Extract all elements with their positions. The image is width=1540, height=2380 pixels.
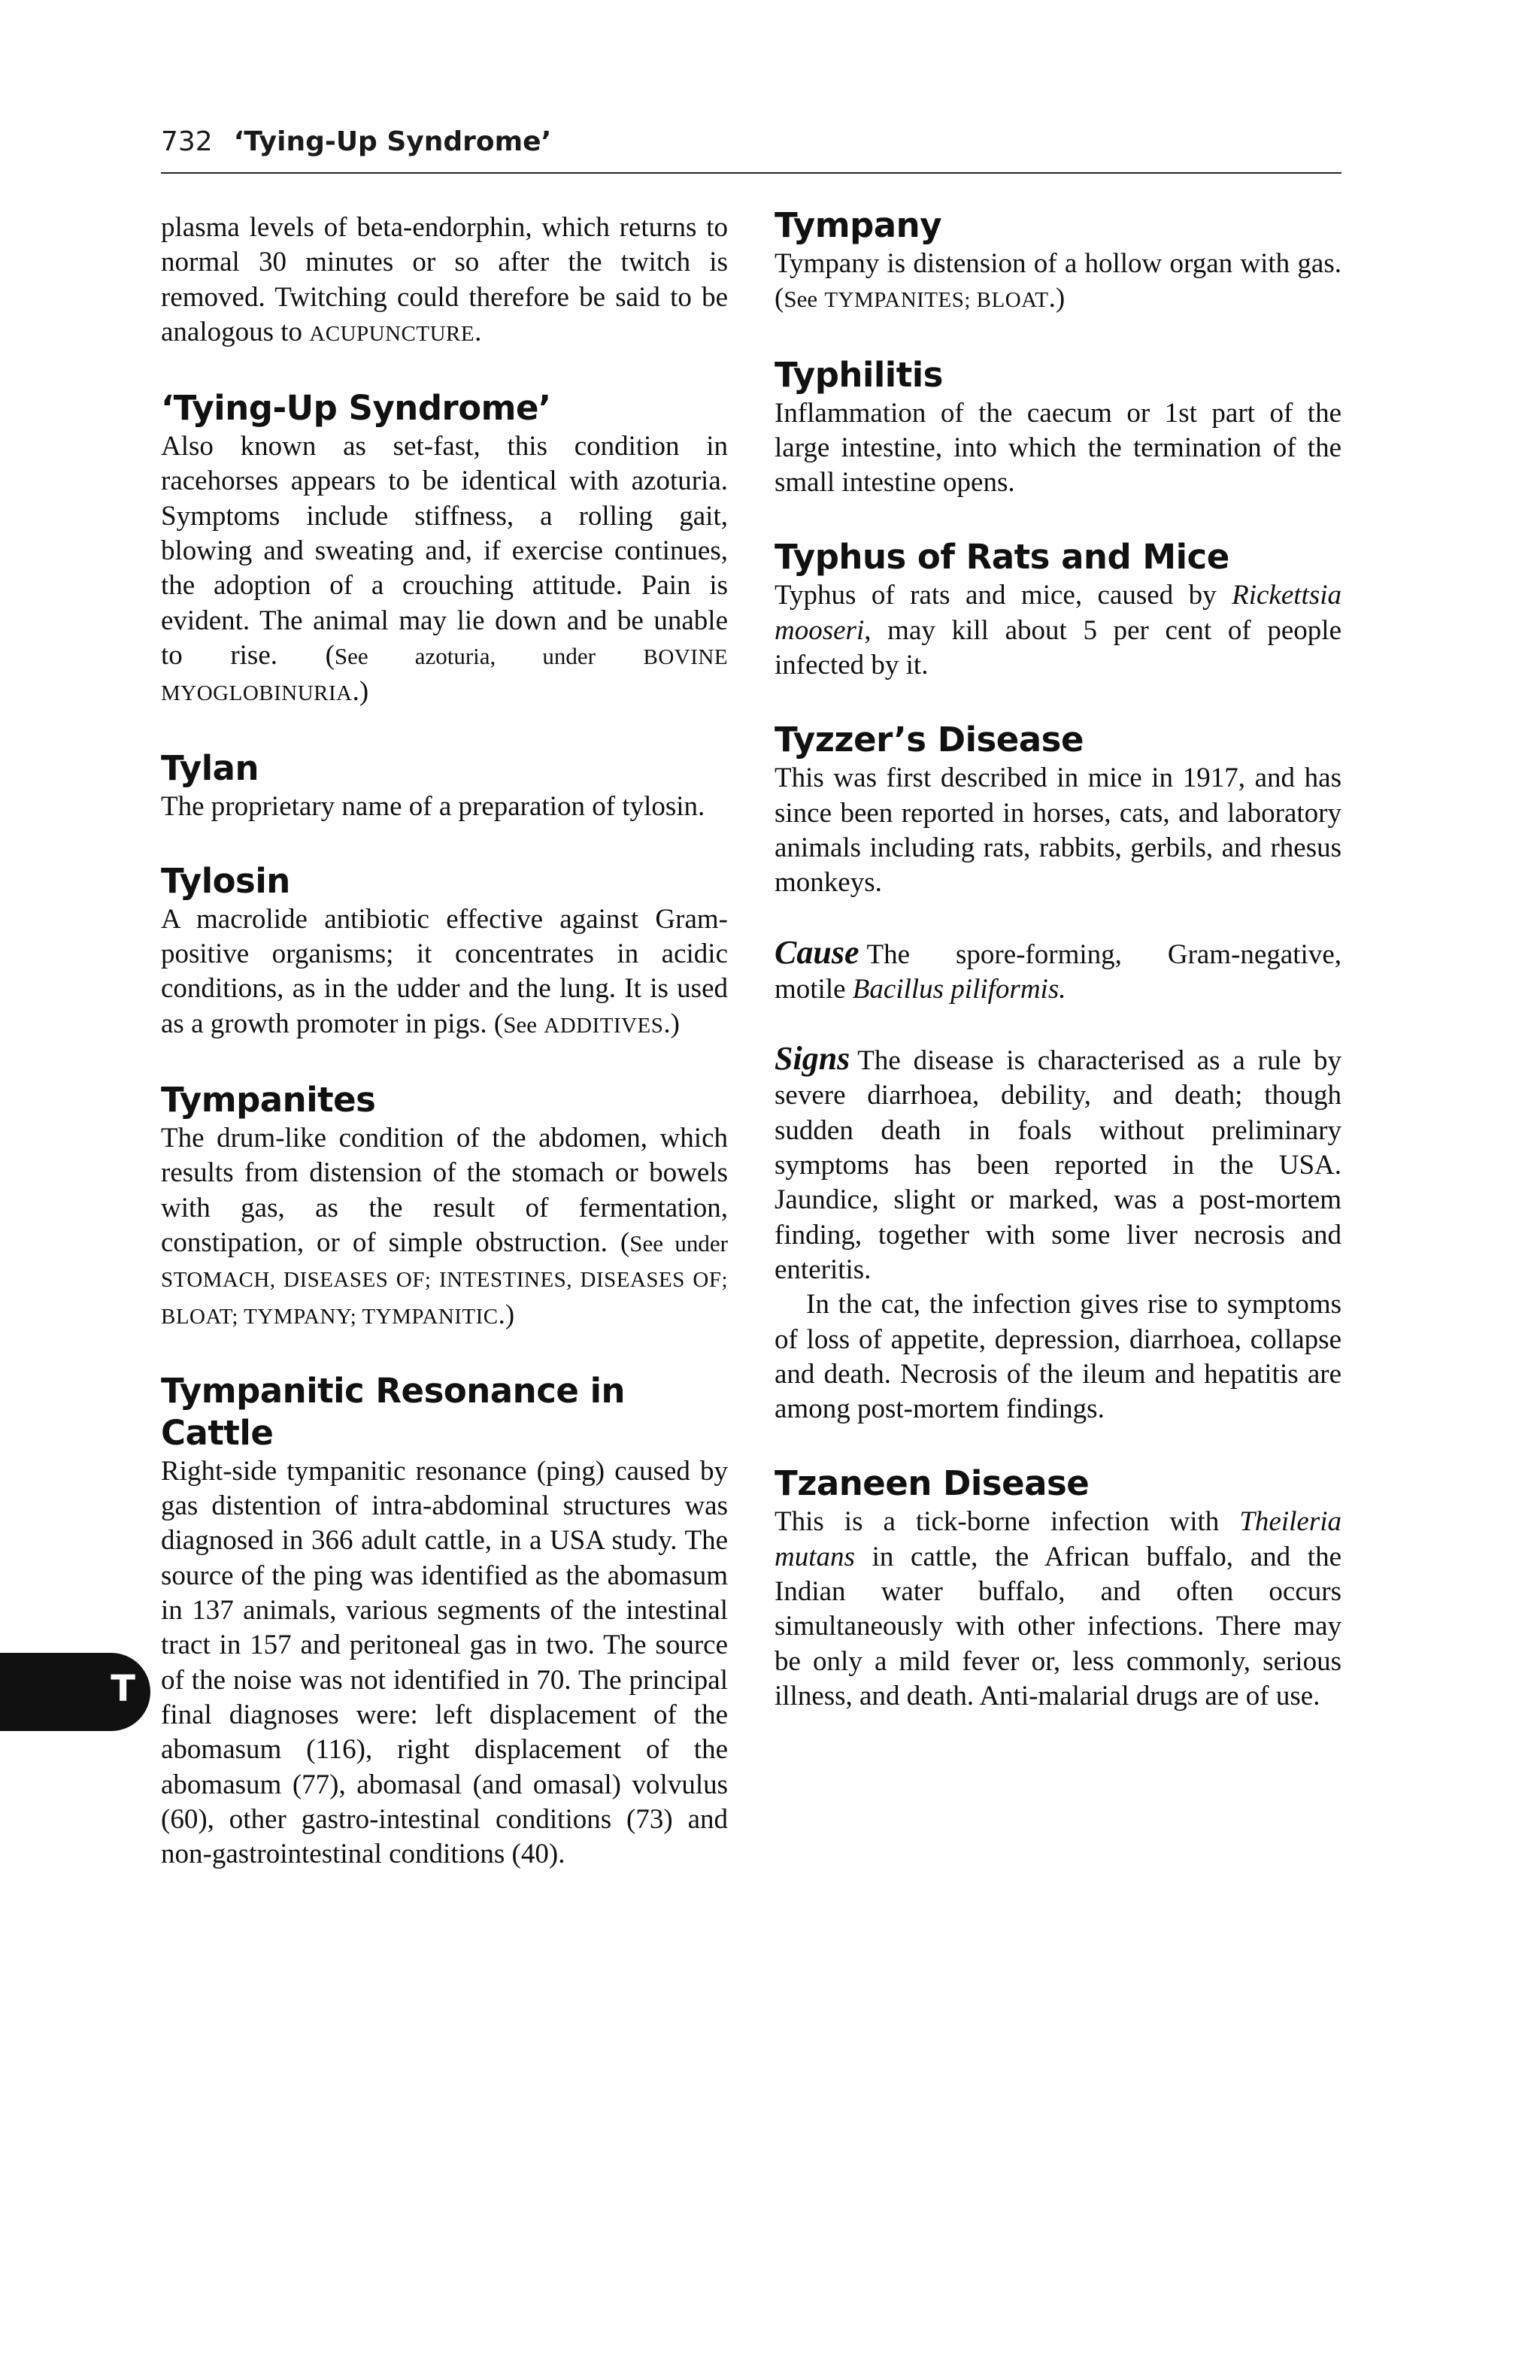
entry-body-typhilitis: Inflammation of the caecum or 1st part of the large intestine, into which the termination of the small intestine opens. [775, 397, 1341, 499]
subsection-cause: Cause The spore-forming, Gram-negative, motile Bacillus piliformis. [775, 933, 1341, 1005]
continued-paragraph: plasma levels of beta-endorphin, which returns to normal 30 minutes or so after the twitch is removed. Twitching could therefore be said to be analogous to ACUPUNCTURE. [161, 212, 728, 347]
entry-body-tylan: The proprietary name of a preparation of tylosin. [161, 790, 705, 822]
entry-body-typhus: Typhus of rats and mice, caused by Rickettsia mooseri, may kill about 5 per cent of people infected by it. [775, 580, 1342, 681]
entry-body-tympanitic-resonance: Right-side tympanitic resonance (ping) caused by gas distention of intra-abdominal structures was diagnosed in 366 adult cattle, in a USA study. The source of the ping was identified as the abomasum in 137 animals, various segments of the intestinal tract in 157 and peritoneal gas in two. The source of the noise was not identified in 70. The principal final diagnoses were: left displacement of the abomasum (116), right displacement of the abomasum (77), abomasal (and omasal) volvulus (60), other gastro-intestinal conditions (73) and non-gastrointestinal conditions (40). [161, 1455, 728, 1870]
header-rule [161, 172, 1341, 174]
subsection-label-signs: Signs [775, 1040, 850, 1078]
running-head [161, 126, 1341, 157]
cross-reference: TYMPANITES; BLOAT [824, 288, 1049, 313]
entry-heading-typhus: Typhus of Rats and Mice [775, 537, 1229, 578]
entry-body-tyzzers: This was first described in mice in 1917, and has since been reported in horses, cats, and laboratory animals including rats, rabbits, gerbils, and rhesus monkeys. [775, 763, 1341, 899]
species-name: Theileria mutans [775, 1506, 1342, 1572]
entry-heading-tympanitic-resonance: Tympanitic Resonance in Cattle [161, 1370, 626, 1453]
entry-body-tying-up: Also known as set-fast, this condition in racehorses appears to be identical with azoturia. Symptoms include stiffness, a rolling gait, blowing and sweating and, if exercise continues, the adoption of a crouching attitude. Pain is evident. The animal may lie down and be unable to rise. (See azoturia, under BOVINE MYOGLOBINURIA.) [161, 431, 729, 708]
entry-heading-tympanites: Tympanites [161, 1080, 376, 1120]
entry-body-tzaneen: This is a tick-borne infection with Theileria mutans in cattle, the African buffalo, and the Indian water buffalo, and often occurs simultaneously with other infections. There may be only a mild fever or, less commonly, serious illness, and death. Anti-malarial drugs are of use. [775, 1506, 1342, 1711]
entry-heading-tying-up: ‘Tying-Up Syndrome’ [161, 388, 551, 429]
entry-body-tympany: Tympany is distension of a hollow organ with gas. (See TYMPANITES; BLOAT.) [775, 248, 1341, 314]
thumb-index-tab [0, 1653, 150, 1731]
thumb-index-letter: T [111, 1668, 135, 1710]
page-number: 732 [161, 126, 213, 157]
subsection-label-cause: Cause [775, 933, 859, 971]
cross-reference: BOVINE MYOGLOBINURIA [161, 644, 729, 706]
entry-heading-tyzzers: Tyzzer’s Disease [775, 720, 1084, 760]
species-name: Bacillus piliformis. [852, 973, 1066, 1005]
cross-reference: ADDITIVES [544, 1013, 664, 1038]
running-title: ‘Tying-Up Syndrome’ [233, 126, 552, 157]
subsection-signs: Signs The disease is characterised as a rule by severe diarrhoea, debility, and death; though sudden death in foals without preliminary symptoms has been reported in the USA. Jaundice, slight or marked, was a post-mortem finding, together with some liver necrosis and enteritis. [775, 1040, 1341, 1285]
entry-heading-tylosin: Tylosin [161, 860, 290, 901]
entry-heading-tympany: Tympany [775, 205, 942, 245]
entry-heading-typhilitis: Typhilitis [775, 354, 943, 395]
entry-heading-tylan: Tylan [161, 747, 259, 788]
species-name: Rickettsia mooseri [775, 580, 1342, 646]
paragraph-cat: In the cat, the infection gives rise to symptoms of loss of appetite, depression, diarrhoea, collapse and death. Necrosis of the ileum and hepatitis are among post-mortem findings. [775, 1289, 1341, 1425]
entry-heading-tzaneen: Tzaneen Disease [775, 1463, 1090, 1504]
entry-body-tylosin: A macrolide antibiotic effective against Gram-positive organisms; it concentrates in acidic conditions, as in the udder and the lung. It is used as a growth promoter in pigs. (See ADDITIVES.) [161, 903, 728, 1039]
entry-body-tympanites: The drum-like condition of the abdomen, which results from distension of the stomach or bowels with gas, as the result of fermentation, constipation, or of simple obstruction. (See under STOMACH, DISEASES OF; INTESTINES, DISEASES OF; BLOAT; TYMPANY; TYMPANITIC.) [161, 1123, 729, 1330]
cross-reference: STOMACH, DISEASES OF; INTESTINES, DISEASES OF; BLOAT; TYMPANY; TYMPANITIC [161, 1268, 728, 1329]
right-column [775, 205, 1341, 1714]
left-column [161, 211, 728, 1872]
cross-reference: ACUPUNCTURE [309, 321, 475, 346]
